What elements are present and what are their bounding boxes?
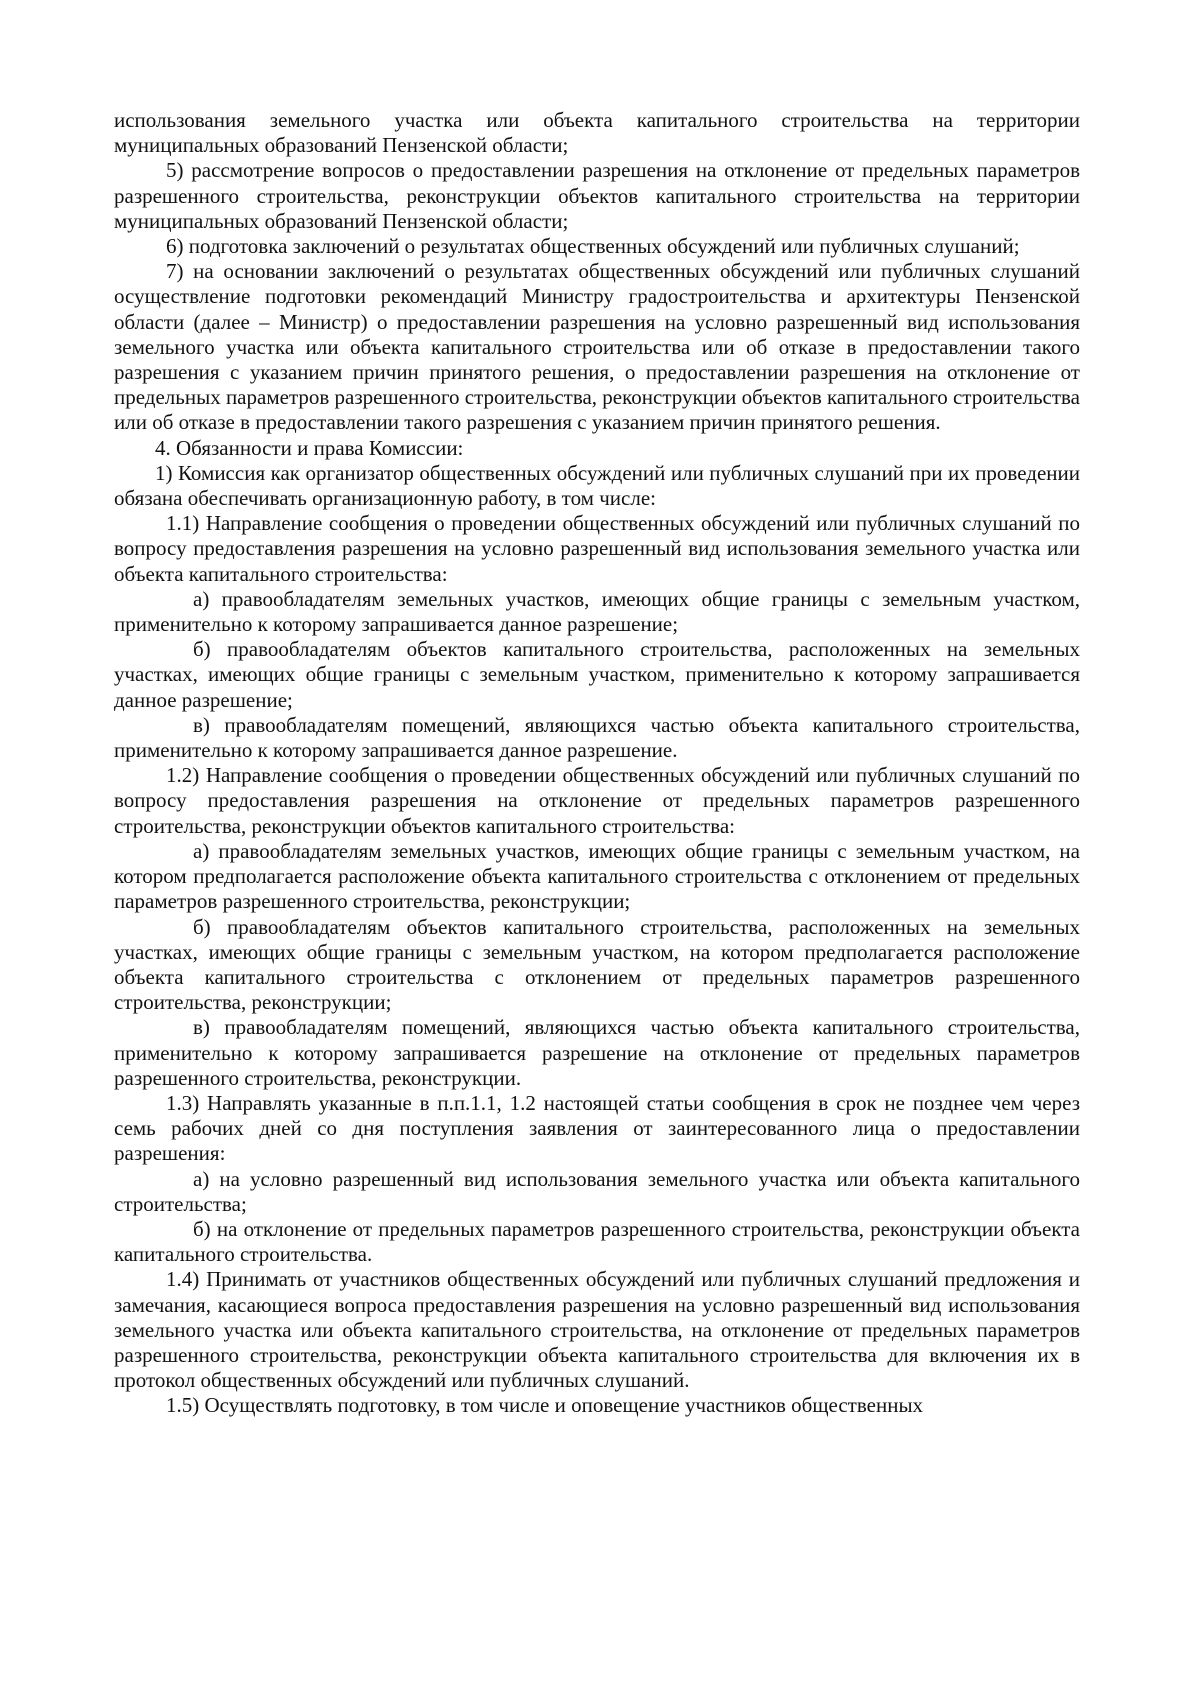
paragraph-duty-1: 1) Комиссия как организатор общественных обсуждений или публичных слушаний при их проведении обязана обеспечивать организационную работу, в том числе: bbox=[114, 460, 1080, 511]
paragraph-1-2-v: в) правообладателям помещений, являющихся частью объекта капитального строительства, применительно к которому запрашивается разрешение на отклонение от предельных параметров разрешенного строительства, реконструкции. bbox=[114, 1015, 1080, 1090]
paragraph-1-1-v: в) правообладателям помещений, являющихся частью объекта капитального строительства, применительно к которому запрашивается данное разрешение. bbox=[114, 712, 1080, 763]
paragraph-item-5: 5) рассмотрение вопросов о предоставлении разрешения на отклонение от предельных параметров разрешенного строительства, реконструкции объектов капитального строительства на территории муниципальных образований Пензенской области; bbox=[114, 158, 1080, 233]
document-page bbox=[114, 108, 1080, 1419]
paragraph-item-7: 7) на основании заключений о результатах общественных обсуждений или публичных слушаний осуществление подготовки рекомендаций Министру градостроительства и архитектуры Пензенской области (далее – Министр) о предоставлении разрешения на условно разрешенный вид использования земельного участка или объекта капитального строительства или об отказе в предоставлении такого разрешения с указанием причин принятого решения, о предоставлении разрешения на отклонение от предельных параметров разрешенного строительства, реконструкции объектов капитального строительства или об отказе в предоставлении такого разрешения с указанием причин принятого решения. bbox=[114, 259, 1080, 435]
paragraph-1-1-b: б) правообладателям объектов капитального строительства, расположенных на земельных участках, имеющих общие границы с земельным участком, применительно к которому запрашивается данное разрешение; bbox=[114, 637, 1080, 712]
paragraph-1-1: 1.1) Направление сообщения о проведении общественных обсуждений или публичных слушаний по вопросу предоставления разрешения на условно разрешенный вид использования земельного участка или объекта капитального строительства: bbox=[114, 511, 1080, 586]
paragraph-1-2-a: а) правообладателям земельных участков, имеющих общие границы с земельным участком, на котором предполагается расположение объекта капитального строительства с отклонением от предельных параметров разрешенного строительства, реконструкции; bbox=[114, 838, 1080, 914]
paragraph-1-1-a: а) правообладателям земельных участков, имеющих общие границы с земельным участком, применительно к которому запрашивается данное разрешение; bbox=[114, 586, 1080, 637]
paragraph-1-3-a: а) на условно разрешенный вид использования земельного участка или объекта капитального строительства; bbox=[114, 1166, 1080, 1216]
paragraph-1-3: 1.3) Направлять указанные в п.п.1.1, 1.2 настоящей статьи сообщения в срок не позднее чем через семь рабочих дней со дня поступления заявления от заинтересованного лица о предоставлении разрешения: bbox=[114, 1090, 1080, 1166]
paragraph-item-6: 6) подготовка заключений о результатах общественных обсуждений или публичных слушаний; bbox=[166, 234, 1020, 259]
paragraph-1-2-b: б) правообладателям объектов капитального строительства, расположенных на земельных участках, имеющих общие границы с земельным участком, на котором предполагается расположение объекта капитального строительства с отклонением от предельных параметров разрешенного строительства, реконструкции; bbox=[114, 914, 1080, 1015]
paragraph-1-2: 1.2) Направление сообщения о проведении общественных обсуждений или публичных слушаний по вопросу предоставления разрешения на отклонение от предельных параметров разрешенного строительства, реконструкции объектов капитального строительства: bbox=[114, 763, 1080, 838]
paragraph-1-4: 1.4) Принимать от участников общественных обсуждений или публичных слушаний предложения и замечания, касающиеся вопроса предоставления разрешения на условно разрешенный вид использования земельного участка или объекта капитального строительства, на отклонение от предельных параметров разрешенного строительства, реконструкции объекта капитального строительства для включения их в протокол общественных обсуждений или публичных слушаний. bbox=[114, 1267, 1080, 1393]
paragraph-intro-continuation: использования земельного участка или объекта капитального строительства на территории муниципальных образований Пензенской области; bbox=[114, 108, 1080, 158]
paragraph-1-3-b: б) на отклонение от предельных параметров разрешенного строительства, реконструкции объекта капитального строительства. bbox=[114, 1216, 1080, 1267]
paragraph-1-5: 1.5) Осуществлять подготовку, в том числе и оповещение участников общественных bbox=[166, 1393, 924, 1418]
section-heading-4: 4. Обязанности и права Комиссии: bbox=[155, 435, 464, 460]
